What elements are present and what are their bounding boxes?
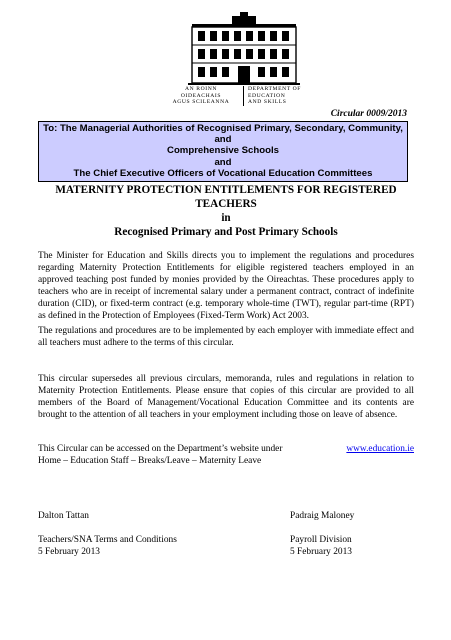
document-title: [38, 183, 414, 239]
signatory-name: Dalton Tattan: [38, 511, 89, 521]
addressee-line: and: [214, 156, 232, 168]
circular-number: Circular 0009/2013: [330, 109, 407, 119]
building-logo-icon: [188, 10, 300, 86]
title-line: MATERNITY PROTECTION ENTITLEMENTS FOR REGISTERED: [55, 184, 397, 196]
signature-date: 5 February 2013: [38, 547, 100, 557]
logo-text-english: EDUCATION: [243, 93, 310, 100]
logo-text-row: [170, 86, 310, 93]
addressee-box: [38, 121, 408, 182]
body-paragraph: The regulations and procedures are to be implemented by each employer with immediate effect and all teachers must adhere to the terms of this circular.: [38, 326, 414, 348]
logo-text-english: AND SKILLS: [243, 99, 310, 106]
title-line: TEACHERS: [195, 198, 257, 210]
addressee-line: Comprehensive Schools: [167, 145, 279, 157]
logo-text-row: [170, 93, 310, 100]
logo-text-irish: AN ROINN: [185, 86, 217, 92]
body-paragraph: The Minister for Education and Skills directs you to implement the regulations and procedures regarding Maternity Protection Entitlements for eligible registered teachers employed in an approved teaching post funded by monies provided by the Oireachtas. These procedures apply to teachers who are in receipt of incremental salary under a permanent contract, contract of indefinite duration (CID), or fixed-term contract (e.g. temporary whole-time (TWT), regular part-time (RPT) as defined in the Protection of Employees (Fixed-Term Work) Act 2003.: [38, 251, 414, 321]
signatory-name: Padraig Maloney: [290, 511, 355, 521]
logo-text: [170, 86, 310, 106]
addressee-line: The Chief Executive Officers of Vocational Education Committees: [73, 167, 373, 179]
website-path: Home – Education Staff – Breaks/Leave – Maternity Leave: [38, 455, 262, 466]
website-line: [38, 444, 414, 456]
signatory-unit: Teachers/SNA Terms and Conditions: [38, 535, 177, 545]
logo-text-irish: OIDEACHAIS: [180, 92, 222, 99]
website-text: This Circular can be accessed on the Department’s website under: [38, 444, 283, 454]
logo-text-irish: AGUS SCILEANNA: [172, 99, 230, 106]
title-line: Recognised Primary and Post Primary Schools: [114, 226, 338, 238]
body-paragraph: This circular supersedes all previous circulars, memoranda, rules and regulations in relation to Maternity Protection Entitlements. Please ensure that copies of this circular are provided to all members of the Board of Management/Vocational Education Committee and its contents are brought to the attention of all teachers in your employment including those on leave of absence.: [38, 374, 414, 420]
signatory-unit: Payroll Division: [290, 535, 352, 545]
signature-date: 5 February 2013: [290, 547, 352, 557]
website-paragraph: [38, 444, 414, 468]
logo-text-row: [170, 99, 310, 106]
logo-text-english: DEPARTMENT OF: [243, 86, 310, 93]
addressee-line: To: The Managerial Authorities of Recognised Primary, Secondary, Community, and: [43, 123, 403, 146]
signature-left: [38, 510, 177, 558]
signature-right: [290, 510, 354, 558]
website-link[interactable]: www.education.ie: [346, 444, 414, 454]
title-line: in: [221, 212, 231, 224]
